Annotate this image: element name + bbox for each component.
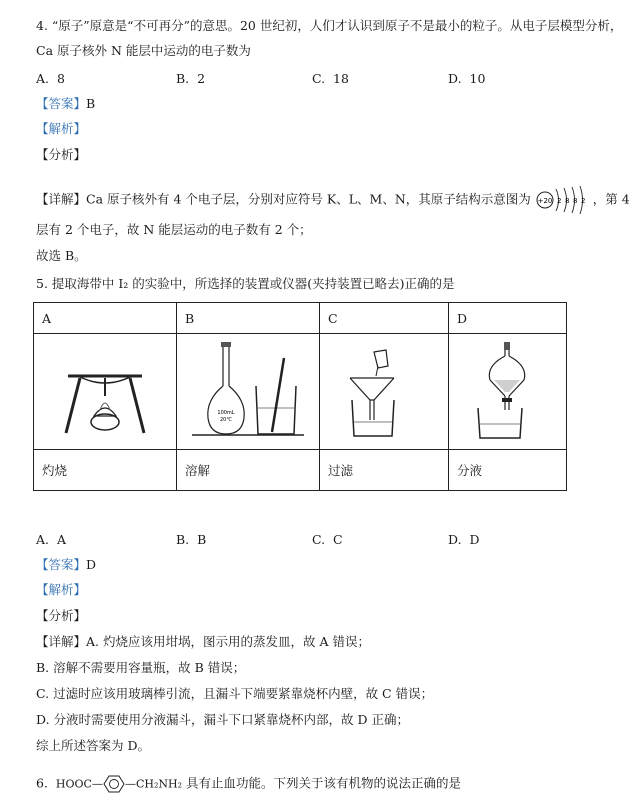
benzene-ring-icon bbox=[103, 775, 125, 793]
table-header-b: B bbox=[177, 303, 320, 334]
volumetric-flask-beaker-figure bbox=[188, 338, 308, 443]
q5-detail-b: B. 溶解不需要用容量瓶，故 B 错误； bbox=[36, 660, 246, 675]
q5-answer: 【答案】D bbox=[36, 557, 97, 572]
cell-image-b bbox=[177, 334, 320, 450]
q4-conclusion: 故选 B。 bbox=[36, 248, 87, 263]
filtration-figure bbox=[334, 338, 434, 443]
cell-image-d bbox=[449, 334, 567, 450]
q5-option-d: D. D bbox=[448, 532, 480, 547]
q4-analysis-label: 【解析】 bbox=[36, 121, 87, 136]
cell-image-a bbox=[34, 334, 177, 450]
cell-image-c bbox=[320, 334, 449, 450]
q4-answer: 【答案】B bbox=[36, 96, 96, 111]
q4-stem-line1: 4. “原子”原意是“不可再分”的意思。20 世纪初，人们才认识到原子不是最小的粒子。从电子层模型分析， bbox=[36, 18, 623, 33]
atom-shell-l: 8 bbox=[564, 197, 570, 205]
table-caption-c: 过滤 bbox=[320, 450, 449, 491]
atom-nucleus-label: +20 bbox=[537, 197, 553, 205]
q5-option-b: B. B bbox=[176, 532, 207, 547]
q4-fenxi-label: 【分析】 bbox=[36, 147, 87, 162]
table-header-d: D bbox=[449, 303, 567, 334]
table-caption-a: 灼烧 bbox=[34, 450, 177, 491]
table-header-c: C bbox=[320, 303, 449, 334]
atom-shell-m: 8 bbox=[572, 197, 578, 205]
q5-fenxi-label: 【分析】 bbox=[36, 608, 87, 623]
q5-option-c: C. C bbox=[312, 532, 343, 547]
q4-option-a: A. 8 bbox=[36, 71, 65, 86]
q4-detail-line1: 【详解】Ca 原子核外有 4 个电子层，分别对应符号 K、L、M、N，其原子结构示意图为 +20 2 8 8 2 ，第 4 bbox=[36, 183, 630, 217]
atom-shell-k: 2 bbox=[556, 197, 562, 205]
q5-detail-c: C. 过滤时应该用玻璃棒引流，且漏斗下端要紧靠烧杯内壁，故 C 错误； bbox=[36, 686, 434, 701]
q5-detail-a: 【详解】A. 灼烧应该用坩埚，图示用的蒸发皿，故 A 错误； bbox=[36, 634, 370, 649]
q5-summary: 综上所述答案为 D。 bbox=[36, 738, 150, 753]
flask-label-temp: 20℃ bbox=[220, 416, 232, 423]
q4-detail-line2: 层有 2 个电子，故 N 能层运动的电子数有 2 个； bbox=[36, 222, 312, 237]
q5-stem: 5. 提取海带中 I₂ 的实验中，所选择的装置或仪器(夹持装置已略去)正确的是 bbox=[36, 276, 455, 291]
q5-analysis-label: 【解析】 bbox=[36, 582, 87, 597]
q5-detail-d: D. 分液时需要使用分液漏斗，漏斗下口紧靠烧杯内部，故 D 正确； bbox=[36, 712, 409, 727]
separatory-funnel-figure bbox=[458, 338, 558, 443]
q6-stem: 6. HOOC— —CH₂NH₂ 具有止血功能。下列关于该有机物的说法正确的是 bbox=[36, 775, 461, 793]
evaporating-dish-tripod-figure bbox=[50, 338, 160, 443]
q4-option-b: B. 2 bbox=[176, 71, 206, 86]
table-caption-d: 分液 bbox=[449, 450, 567, 491]
q4-stem-line2: Ca 原子核外 N 能层中运动的电子数为 bbox=[36, 43, 251, 58]
table-header-a: A bbox=[34, 303, 177, 334]
q5-option-a: A. A bbox=[36, 532, 66, 547]
q4-option-d: D. 10 bbox=[448, 71, 486, 86]
table-caption-b: 溶解 bbox=[177, 450, 320, 491]
atom-structure-diagram bbox=[535, 183, 593, 217]
q4-option-c: C. 18 bbox=[312, 71, 349, 86]
apparatus-table bbox=[33, 302, 567, 491]
flask-label-volume: 100mL bbox=[217, 409, 235, 416]
atom-shell-n: 2 bbox=[580, 197, 586, 205]
